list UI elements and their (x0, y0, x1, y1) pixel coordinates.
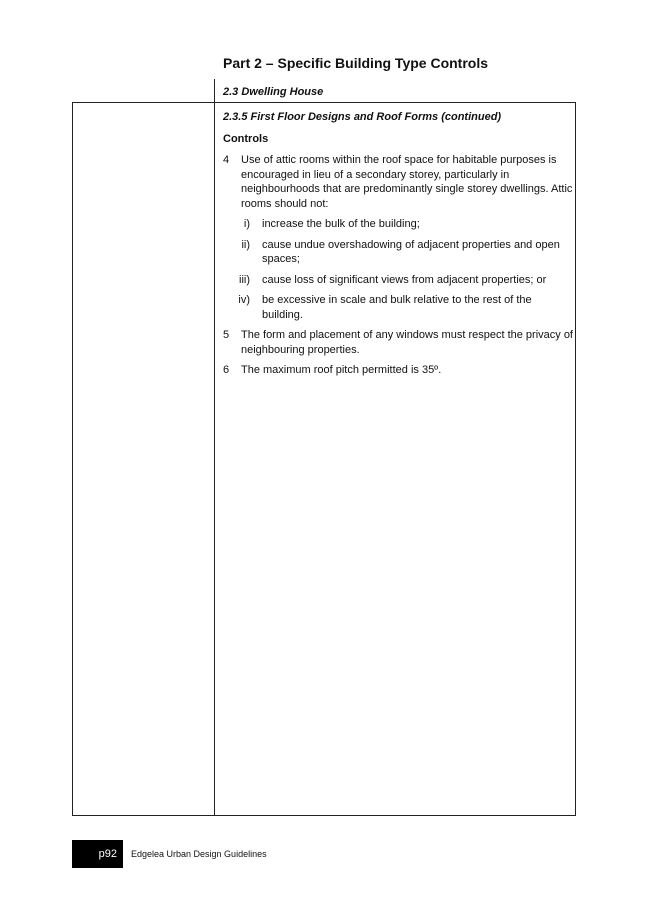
control-subitem-number: ii) (241, 238, 250, 251)
control-subitem-text: be excessive in scale and bulk relative to the rest of the building. (262, 294, 532, 321)
footer-document-title: Edgelea Urban Design Guidelines (131, 849, 267, 859)
page-title: Part 2 – Specific Building Type Controls (223, 55, 489, 71)
column-divider-top (214, 79, 215, 103)
section-title: 2.3 Dwelling House (223, 86, 324, 98)
controls-heading: Controls (223, 132, 269, 145)
control-item-text: Use of attic rooms within the roof space for habitable purposes is encouraged in lieu of a secondary storey, particularly in neighbourhoods that are predominantly single storey dwellings. Attic rooms should not: (241, 154, 573, 210)
control-item-number: 5 (223, 329, 230, 341)
control-item-text: The form and placement of any windows must respect the privacy of neighbouring properties. (241, 329, 573, 356)
control-subitem (223, 217, 573, 232)
control-subitem-number: i) (243, 218, 250, 230)
subsection-title: 2.3.5 First Floor Designs and Roof Forms (continued) (223, 111, 502, 123)
control-subitem (223, 238, 573, 267)
control-item (223, 328, 573, 357)
page-number: p92 (98, 848, 117, 860)
control-subitem-text: cause loss of significant views from adjacent properties; or (262, 273, 547, 286)
control-subitem-number: iv) (238, 294, 250, 306)
control-subitem-number: iii) (239, 273, 250, 286)
control-subitem (223, 293, 573, 322)
control-item-text: The maximum roof pitch permitted is 35º. (241, 364, 442, 376)
main-content (223, 110, 573, 384)
control-subitem-text: increase the bulk of the building; (262, 218, 420, 230)
control-item-number: 4 (223, 154, 230, 166)
control-item (223, 153, 573, 211)
control-subitem-text: cause undue overshadowing of adjacent properties and open spaces; (262, 238, 560, 265)
control-item (223, 363, 573, 378)
control-subitem (223, 273, 573, 288)
page-number-badge (72, 840, 123, 868)
control-item-number: 6 (223, 364, 230, 376)
column-divider (214, 103, 215, 815)
